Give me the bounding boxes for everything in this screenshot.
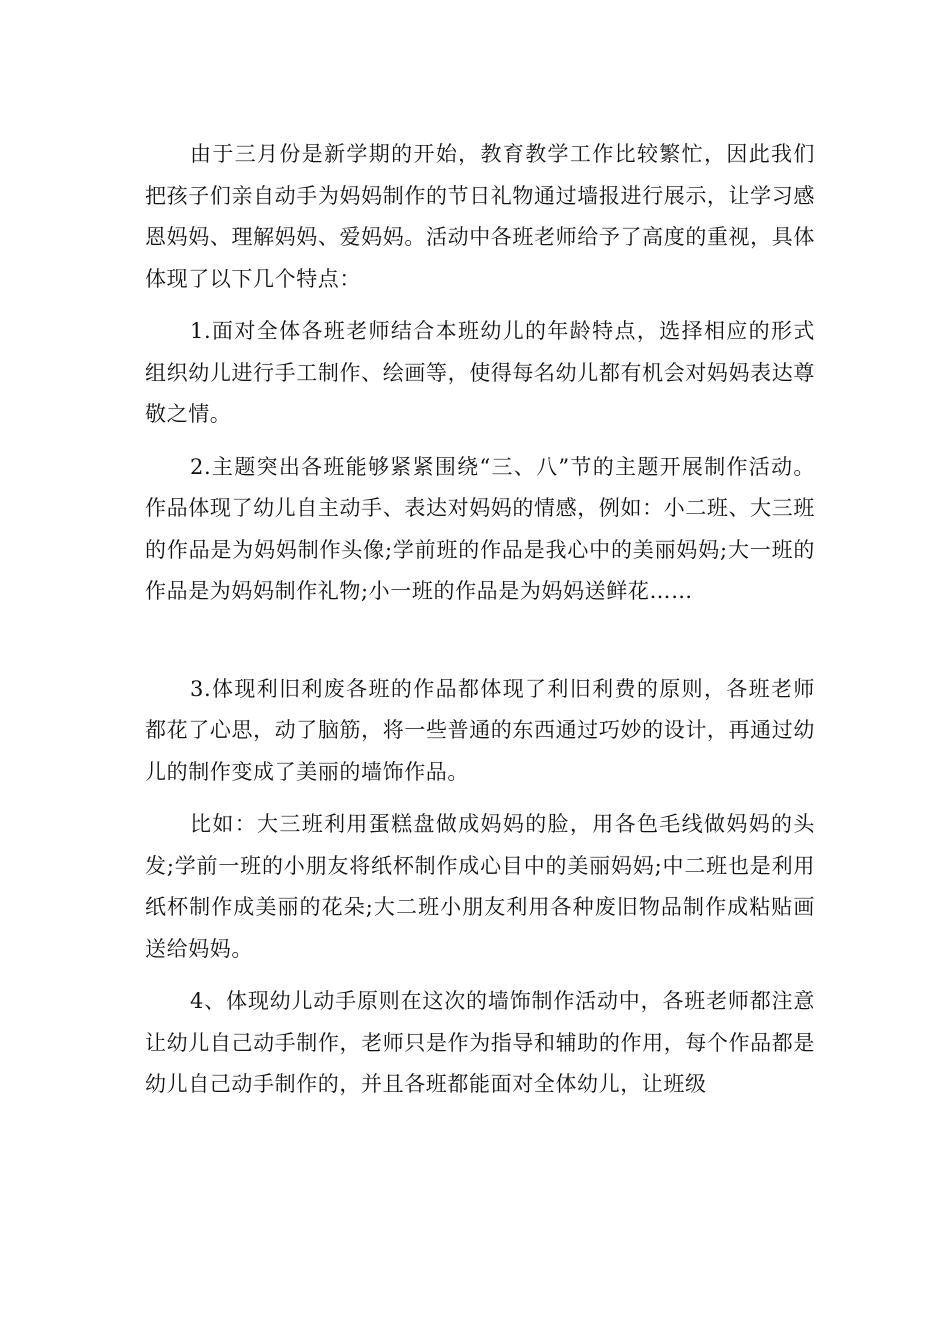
- paragraph-point-4: 4、体现幼儿动手原则在这次的墙饰制作活动中，各班老师都注意让幼儿自己动手制作，老师只是作为指导和辅助的作用，每个作品都是幼儿自己动手制作的，并且各班都能面对全体幼儿，让班级: [145, 989, 815, 1096]
- document-body: [145, 134, 815, 1117]
- paragraph-point-1: 1.面对全体各班老师结合本班幼儿的年龄特点，选择相应的形式组织幼儿进行手工制作、绘画等，使得每名幼儿都有机会对妈妈表达尊敬之情。: [145, 319, 815, 426]
- paragraph-point-2: 2.主题突出各班能够紧紧围绕“三、八”节的主题开展制作活动。作品体现了幼儿自主动手、表达对妈妈的情感，例如：小二班、大三班的作品是为妈妈制作头像;学前班的作品是我心中的美丽妈妈;大一班的作品是为妈妈制作礼物;小一班的作品是为妈妈送鲜花……: [145, 454, 815, 603]
- paragraph-examples: 比如：大三班利用蛋糕盘做成妈妈的脸，用各色毛线做妈妈的头发;学前一班的小朋友将纸杯制作成心目中的美丽妈妈;中二班也是利用纸杯制作成美丽的花朵;大二班小朋友利用各种废旧物品制作成粘贴画送给妈妈。: [145, 812, 815, 961]
- paragraph-intro: 由于三月份是新学期的开始，教育教学工作比较繁忙，因此我们把孩子们亲自动手为妈妈制作的节日礼物通过墙报进行展示，让学习感恩妈妈、理解妈妈、爱妈妈。活动中各班老师给予了高度的重视，具体体现了以下几个特点：: [145, 142, 815, 291]
- paragraph-point-3: 3.体现利旧利废各班的作品都体现了利旧利费的原则，各班老师都花了心思，动了脑筋，将一些普通的东西通过巧妙的设计，再通过幼儿的制作变成了美丽的墙饰作品。: [145, 676, 815, 784]
